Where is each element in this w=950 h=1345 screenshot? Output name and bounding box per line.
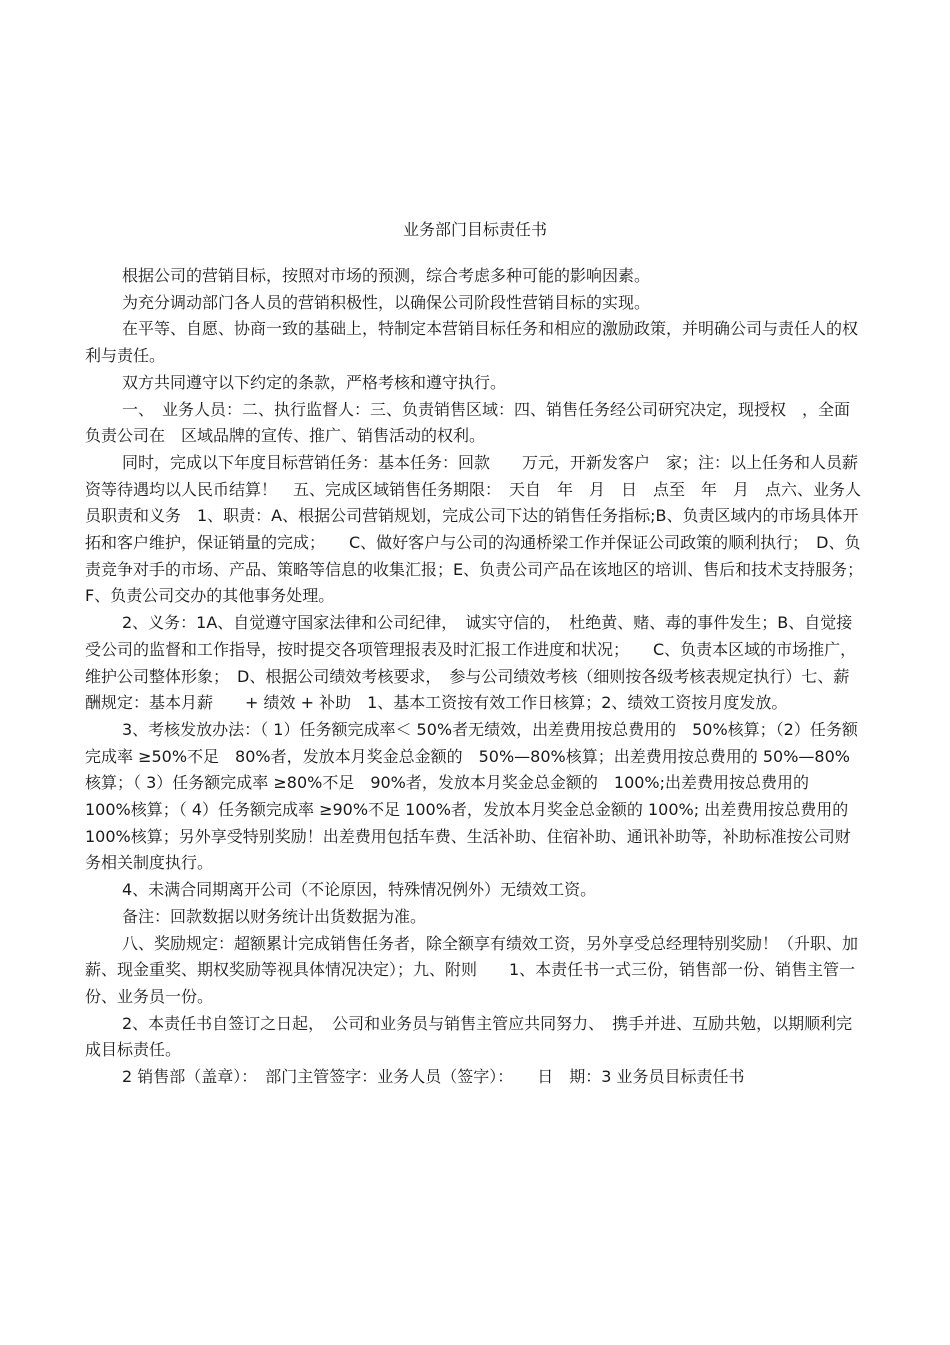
paragraph-3: 在平等、自愿、协商一致的基础上，特制定本营销目标任务和相应的激励政策，并明确公司与责任人的权利与责任。 xyxy=(85,319,859,366)
paragraph-13: 2 销售部（盖章）： 部门主管签字：业务人员（签字）： 日 期：3 业务员目标责任书 xyxy=(122,1067,745,1087)
paragraph-7: 2、义务：1A、自觉遵守国家法律和公司纪律， 诚实守信的， 杜绝黄、赌、毒的事件发生；B、自觉接受公司的监督和工作指导，按时提交各项管理报表及时汇报工作进度和状况； C、负责本区域的市场推广， 维护公司整体形象； D、根据公司绩效考核要求， 参与公司绩效考核（细则按各级考核表规定执行）七、薪酬规定：基本月薪 + 绩效 + 补助 1、基本工资按有效工作日核算；2、绩效工资按月度发放。 xyxy=(85,613,865,713)
paragraph-12: 2、本责任书自签订之日起， 公司和业务员与销售主管应共同努力、 携手并进、互励共勉，以期顺利完成目标责任。 xyxy=(85,1013,853,1060)
paragraph-6: 同时，完成以下年度目标营销任务：基本任务：回款 万元，开新发客户 家；注：以上任务和人员薪资等待遇均以人民币结算！ 五、完成区域销售任务期限： 天自 年 月 日 点至 年 月 点六、业务人员职责和义务 1、职责：A、根据公司营销规划，完成公司下达的销售任务指标;B、负责区域内的市场具体开拓和客户维护，保证销量的完成； C、做好客户与公司的沟通桥梁工作并保证公司政策的顺利执行； D、负责竞争对手的市场、产品、策略等信息的收集汇报；E、负责公司产品在该地区的培训、售后和技术支持服务； F、负责公司交办的其他事务处理。 xyxy=(85,452,872,606)
paragraph-8: 3、考核发放办法：（ 1）任务额完成率＜ 50%者无绩效，出差费用按总费用的 50%核算；（2）任务额完成率 ≥50%不足 80%者，发放本月奖金总金额的 50%—80%核算；出差费用按总费用的 50%—80%核算；（ 3）任务额完成率 ≥80%不足 90%者，发放本月奖金总金额的 100%;出差费用按总费用的 100%核算；（ 4）任务额完成率 ≥90%不足 100%者，发放本月奖金总金额的 100%; 出差费用按总费用的 100%核算；另外享受特别奖励！出差费用包括车费、生活补助、住宿补助、通讯补助等，补助标准按公司财务相关制度执行。 xyxy=(85,719,865,873)
document-title: 业务部门目标责任书 xyxy=(402,220,547,239)
paragraph-11: 八、奖励规定：超额累计完成销售任务者，除全额享有绩效工资，另外享受总经理特别奖励！（升职、加薪、现金重奖、期权奖励等视具体情况决定）；九、附则 1、本责任书一式三份，销售部一份、销售主管一份、业务员一份。 xyxy=(85,933,859,1006)
paragraph-5: 一、 业务人员：二、执行监督人：三、负责销售区域：四、销售任务经公司研究决定，现授权 ，全面负责公司在 区域品牌的宣传、推广、销售活动的权利。 xyxy=(85,399,851,446)
paragraph-10: 备注：回款数据以财务统计出货数据为准。 xyxy=(122,906,427,926)
paragraph-1: 根据公司的营销目标，按照对市场的预测，综合考虑多种可能的影响因素。 xyxy=(122,266,651,285)
paragraph-2: 为充分调动部门各人员的营销积极性，以确保公司阶段性营销目标的实现。 xyxy=(122,292,651,312)
paragraph-9: 4、未满合同期离开公司（不论原因，特殊情况例外）无绩效工资。 xyxy=(122,880,597,900)
document-body xyxy=(85,263,872,1091)
paragraph-4: 双方共同遵守以下约定的条款，严格考核和遵守执行。 xyxy=(122,372,507,392)
